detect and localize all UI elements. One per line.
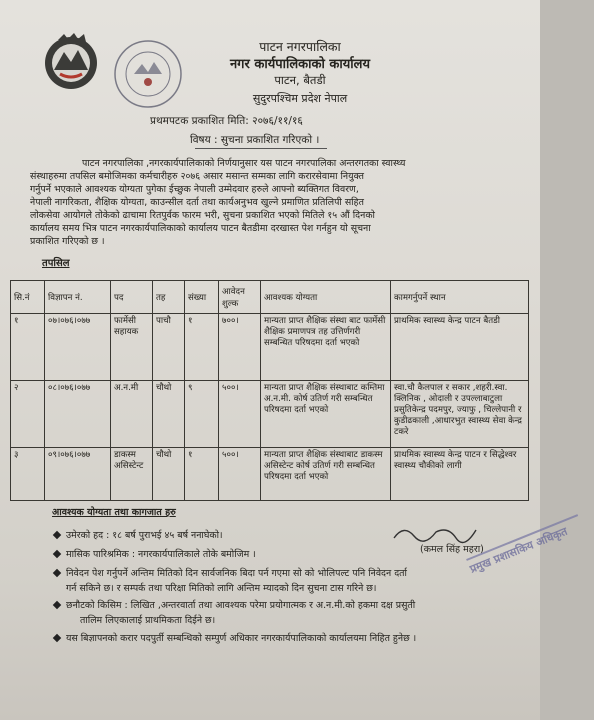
list-item [66,530,223,542]
list-item-continuation: तालिम लिएकालाई प्राथमिकता दिईने छ। [80,615,216,626]
body-line: संस्थाहरुमा तपसिल बमोजिमका कर्मचारीहरु २०७६ असार मसान्त सम्मका लागि करारसेवामा नियुक्त [30,171,364,182]
table-cell: ५००। [219,381,261,448]
table-cell: फार्मेसी सहायक [111,314,153,381]
subject-underline [195,148,327,149]
nepal-emblem-icon [40,30,102,92]
table-cell: ३ [11,448,45,501]
table-row [11,381,529,448]
table-cell: मान्यता प्राप्त शैक्षिक संस्था बाट फार्मेसी शैक्षिक प्रमाणपत्र तह उत्तिर्णगरी सम्बन्धित परिषदमा दर्ता भएको [261,314,391,381]
body-line: लोकसेवा आयोगले तोकेको ढाचामा रितपुर्वक फारम भरी, सुचना प्रकाशित भएको मितिले १५ औं दिनको [30,210,375,221]
table-cell: चौथो [153,448,185,501]
list-item-text: यस बिज्ञापनको करार पदपुर्ती सम्बन्धिको सम्पुर्ण अधिकार नगरकार्यपालिकाको कार्यालयमा निहित हुनेछ । [66,633,417,644]
table-cell: पाचौ [153,314,185,381]
published-date: प्रथमपटक प्रकाशित मिति: २०७६/११/१६ [150,115,303,127]
table-cell: ०७।०७६।०७७ [45,314,111,381]
table-cell: ९ [185,381,219,448]
requirements-title: आवश्यक योग्यता तथा कागजात हरु [52,507,176,518]
table-cell: १ [11,314,45,381]
table-cell: चौथो [153,381,185,448]
table-cell: मान्यता प्राप्त शैक्षिक संस्थाबाट डाकस्म असिस्टेन्ट कोर्ष उतिर्ण गरी सम्बन्धित परिषदमा दर्ता भएको [261,448,391,501]
list-item [66,600,415,612]
table-cell: १ [185,314,219,381]
table-row [11,448,529,501]
official-stamp: प्रमुख प्रशासकिय अधिकृत [466,514,594,600]
table-cell: मान्यता प्राप्त शैक्षिक संस्थाबाट कम्तिमा अ.न.मी. कोर्ष उतिर्ण गरी सम्बन्धित परिषदमा दर्ता भएको [261,381,391,448]
table-cell: डाकस्म असिस्टेन्ट [111,448,153,501]
subject-line: विषय : सुचना प्रकाशित गरिएको । [190,134,320,146]
municipality-name: पाटन नगरपालिका [259,39,341,54]
list-item-text: उमेरको हद : १८ बर्ष पुराभई ४५ बर्ष ननाघेको। [66,530,223,541]
bullet-icon [53,601,61,609]
table-header-row [11,281,529,314]
body-line: नेपाली नागरिकता, शैक्षिक योग्यता, काउन्सील दर्ता तथा कार्यअनुभव खुल्ने प्रमाणित प्रतिलिपी सहित [30,197,364,208]
bullet-icon [53,531,61,539]
table-row [11,314,529,381]
signatory-name: (कमल सिंह महरा) [420,544,484,555]
col-header: तह [153,281,185,314]
list-item-text: निवेदन पेश गर्नुपर्ने अन्तिम मितिको दिन सार्वजनिक बिदा पर्न गएमा सो को भोलिपल्ट पनि निवेदन दर्ता [66,568,407,579]
body-line: प्रकाशित गरिएको छ । [30,236,105,247]
office-location: पाटन, बैतडी [274,73,326,87]
table-cell: ०८।०७६।०७७ [45,381,111,448]
list-item-text: छनौटको किसिम : लिखित ,अन्तरवार्ता तथा आवश्यक परेमा प्रयोगात्मक र अ.न.मी.को हकमा दक्ष प्रसुती [66,600,416,611]
col-header: सि.नं [11,281,45,314]
col-header: कामगर्नुपर्ने स्थान [391,281,529,314]
list-item [66,568,407,580]
list-item-text: मासिक पारिश्रमिक : नगरकार्यपालिकाले तोके बमोजिम । [66,549,256,560]
table-cell: ७००। [219,314,261,381]
body-line: पाटन नगरपालिका ,नगरकार्यपालिकाको निर्णयानुसार यस पाटन नगरपालिका अन्तरगतका स्वास्थ्य [82,158,406,169]
col-header: आवेदन शुल्क [219,281,261,314]
col-header: संख्या [185,281,219,314]
bullet-icon [53,569,61,577]
municipality-logo-icon [112,38,184,110]
list-item [66,633,416,645]
province-name: सुदुरपश्चिम प्रदेश नेपाल [252,92,348,105]
col-header: आवश्यक योग्यता [261,281,391,314]
bullet-icon [53,550,61,558]
tapsil-label: तपसिल [42,258,70,269]
vacancy-table [10,280,529,501]
list-item [66,549,256,561]
bullet-icon [53,634,61,642]
table-cell: अ.न.मी [111,381,153,448]
table-cell: ०९।०७६।०७७ [45,448,111,501]
table-cell: प्राथमिक स्वास्थ्य केन्द्र पाटन बैतडी [391,314,529,381]
col-header: पद [111,281,153,314]
col-header: विज्ञापन नं. [45,281,111,314]
table-cell: १ [185,448,219,501]
body-line: कार्यालय समय भित्र पाटन नगरकार्यपालिकाको कार्यालय पाटन बैतडीमा दरखास्त पेश गर्नहुन यो सूचना [30,223,371,234]
body-line: गर्नुपर्ने भएकाले आवश्यक योग्यता पुगेका ईच्छुक नेपाली उम्मेदवार हरुले आफ्नो ब्यक्तिगत विवरण, [30,184,359,195]
table-cell: ५००। [219,448,261,501]
table-cell: स्वा.चौ कैलपाल र सकार ,शहरी.स्वा. क्लिनिक , ओदाली र उपल्लाबाटुला प्रसुतिकेन्द्र पदमपुर, ज्याफु , चिल्लेपानी र कुडीढकाली ,आधारभुत स्वास्थ्य सेवा केन्द्र टकरे [391,381,529,448]
office-name: नगर कार्यपालिकाको कार्यालय [229,57,371,72]
list-item-continuation: गर्न सकिने छ। र सम्पर्क तथा परिक्षा मितिको लागि अन्तिम म्यादको दिन सुचना टास गरिने छ। [66,583,377,594]
table-cell: २ [11,381,45,448]
table-cell: प्राथमिक स्वास्थ्य केन्द्र पाटन र सिद्धेश्वर स्वास्थ्य चौकीको लागी [391,448,529,501]
